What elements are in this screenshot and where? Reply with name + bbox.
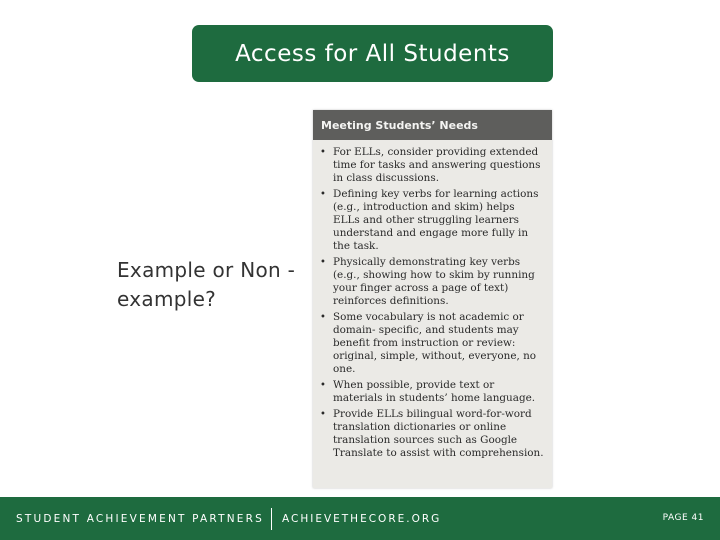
bullet-icon: • [320, 189, 326, 200]
footer-divider [271, 508, 272, 530]
clipping-bullet-item [320, 256, 544, 308]
bullet-text: For ELLs, consider providing extended time for tasks and answering questions in class discussions. [333, 146, 541, 184]
footer-bar [0, 497, 720, 540]
footer-website-link[interactable]: ACHIEVETHECORE.ORG [282, 513, 442, 525]
slide-title-banner [192, 25, 553, 82]
page-number: PAGE 41 [662, 513, 704, 523]
bullet-icon: • [320, 147, 326, 158]
bullet-text: Provide ELLs bilingual word-for-word translation dictionaries or online translation sources such as Google Translate to assist with comprehension. [333, 408, 544, 459]
clipping-header [313, 110, 552, 140]
bullet-text: Defining key verbs for learning actions (e.g., introduction and skim) helps ELLs and other struggling learners understand and engage more fully in the task. [333, 188, 539, 252]
bullet-text: Some vocabulary is not academic or domain- specific, and students may benefit from instruction or review: original, simple, without, everyone, no one. [333, 311, 537, 375]
bullet-text: When possible, provide text or materials in students’ home language. [333, 379, 536, 404]
slide-title: Access for All Students [235, 40, 510, 67]
question-text: Example or Non -example? [117, 258, 296, 311]
bullet-icon: • [320, 257, 326, 268]
bullet-icon: • [320, 312, 326, 323]
clipping-bullet-item [320, 146, 544, 185]
bullet-icon: • [320, 380, 326, 391]
clipping-bullet-list [313, 140, 552, 460]
footer-org-name: STUDENT ACHIEVEMENT PARTNERS [16, 513, 265, 525]
meeting-students-needs-clipping [313, 110, 552, 488]
bullet-icon: • [320, 409, 326, 420]
bullet-text: Physically demonstrating key verbs (e.g., showing how to skim by running your finger across a page of text) reinforces definitions. [333, 256, 535, 307]
clipping-bullet-item [320, 188, 544, 253]
clipping-bullet-item [320, 379, 544, 405]
clipping-bullet-item [320, 408, 544, 460]
clipping-bullet-item [320, 311, 544, 376]
clipping-heading: Meeting Students’ Needs [321, 118, 478, 132]
